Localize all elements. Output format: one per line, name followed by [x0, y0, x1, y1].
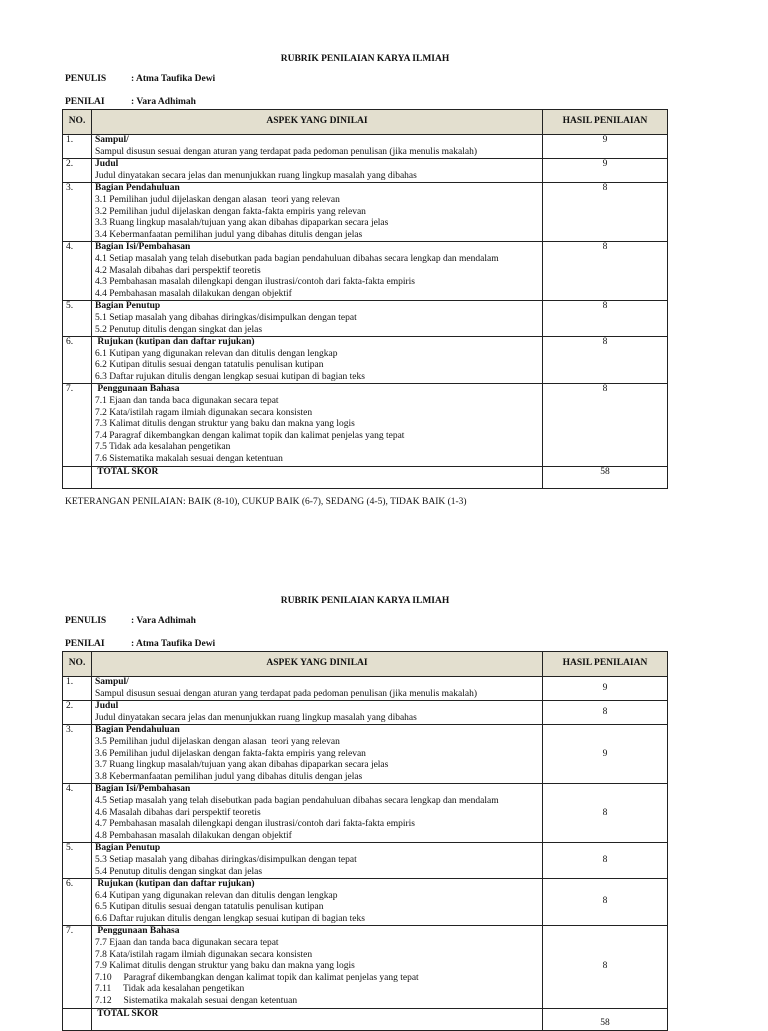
aspect-title: Sampul/	[95, 135, 129, 145]
aspect-item: 7.12 Sistematika makalah sesuai dengan ketentuan	[95, 996, 298, 1007]
aspect-item: 7.7 Ejaan dan tanda baca digunakan secara tepat	[95, 938, 279, 949]
aspect-cell	[92, 135, 543, 159]
aspect-cell	[92, 337, 543, 384]
score-cell: 8	[543, 926, 668, 1008]
penilai-value: : Atma Taufika Dewi	[131, 639, 216, 649]
aspect-cell	[92, 843, 543, 879]
row-number: 4.	[63, 242, 92, 301]
aspect-item: 4.4 Pembahasan masalah dilakukan dengan objektif	[95, 288, 292, 299]
penulis-label: PENULIS	[65, 74, 107, 84]
rubric-1	[62, 54, 668, 514]
penulis-label: PENULIS	[65, 616, 107, 626]
rubric-2	[62, 596, 668, 1029]
row-number: 2.	[63, 701, 92, 725]
aspect-title: Bagian Penutup	[95, 301, 161, 312]
total-score: 58	[543, 466, 668, 488]
aspect-cell	[92, 926, 543, 1008]
penilai-label: PENILAI	[65, 639, 105, 649]
row-number: 6.	[63, 879, 92, 926]
aspect-item: 4.2 Masalah dibahas dari perspektif teoretis	[95, 265, 261, 276]
aspect-cell	[92, 159, 543, 183]
penulis-line	[65, 616, 196, 628]
penilai-label: PENILAI	[65, 97, 105, 107]
score-cell: 8	[543, 843, 668, 879]
aspect-item: Sampul disusun sesuai dengan aturan yang terdapat pada pedoman penulisan (jika menulis makalah)	[95, 688, 478, 699]
aspect-cell	[92, 784, 543, 843]
header-aspek: ASPEK YANG DINILAI	[92, 652, 543, 677]
penilai-line	[65, 639, 215, 651]
aspect-item: 7.1 Ejaan dan tanda baca digunakan secara tepat	[95, 396, 279, 407]
aspect-title: Judul	[95, 701, 119, 712]
header-hasil: HASIL PENILAIAN	[543, 652, 668, 677]
score-cell: 8	[543, 879, 668, 926]
aspect-item: 7.5 Tidak ada kesalahan pengetikan	[95, 442, 231, 453]
table-row	[63, 879, 668, 926]
table-row	[63, 337, 668, 384]
aspect-cell	[92, 879, 543, 926]
table-row	[63, 784, 668, 843]
aspect-item: 6.6 Daftar rujukan ditulis dengan lengkap sesuai kutipan di bagian teks	[95, 913, 365, 924]
aspect-item: 7.6 Sistematika makalah sesuai dengan ketentuan	[95, 454, 283, 465]
aspect-title: Bagian Penutup	[95, 843, 161, 854]
penilai-value: : Vara Adhimah	[131, 97, 196, 107]
aspect-item: Judul dinyatakan secara jelas dan menunjukkan ruang lingkup masalah yang dibahas	[95, 712, 417, 723]
aspect-item: 4.3 Pembahasan masalah dilengkapi dengan ilustrasi/contoh dari fakta-fakta empiris	[95, 277, 415, 288]
score-cell: 8	[543, 337, 668, 384]
aspect-cell	[92, 301, 543, 337]
aspect-item: Judul dinyatakan secara jelas dan menunjukkan ruang lingkup masalah yang dibahas	[95, 170, 417, 181]
row-number: 5.	[63, 843, 92, 879]
score-cell: 8	[543, 784, 668, 843]
aspect-title: Bagian Pendahuluan	[95, 183, 180, 194]
score-cell: 8	[543, 384, 668, 466]
table-row	[63, 677, 668, 701]
aspect-item: 3.3 Ruang lingkup masalah/tujuan yang akan dibahas dipaparkan secara jelas	[95, 218, 389, 229]
aspect-cell	[92, 384, 543, 466]
table-header-row	[63, 652, 668, 677]
aspect-title: Penggunaan Bahasa	[95, 384, 180, 395]
aspect-item: 7.8 Kata/istilah ragam ilmiah digunakan secara konsisten	[95, 949, 313, 960]
aspect-item: 3.4 Kebermanfaatan pemilihan judul yang dibahas ditulis dengan jelas	[95, 229, 363, 240]
header-no: NO.	[63, 110, 92, 135]
score-cell: 9	[543, 725, 668, 784]
header-aspek: ASPEK YANG DINILAI	[92, 110, 543, 135]
aspect-item: 3.2 Pemilihan judul dijelaskan dengan fakta-fakta empiris yang relevan	[95, 206, 366, 217]
row-number: 1.	[63, 677, 92, 701]
aspect-item: 5.4 Penutup ditulis dengan singkat dan jelas	[95, 866, 263, 877]
aspect-title: Rujukan (kutipan dan daftar rujukan)	[95, 337, 255, 348]
table-row	[63, 135, 668, 159]
aspect-cell	[92, 701, 543, 725]
aspect-item: 4.5 Setiap masalah yang telah disebutkan pada bagian pendahuluan dibahas secara lengkap dan mendalam	[95, 795, 499, 806]
score-cell: 9	[543, 159, 668, 183]
rubric-table	[62, 651, 668, 1031]
table-body	[63, 677, 668, 1031]
row-number: 7.	[63, 926, 92, 1008]
aspect-item: 6.4 Kutipan yang digunakan relevan dan ditulis dengan lengkap	[95, 890, 338, 901]
rubric-title: RUBRIK PENILAIAN KARYA ILMIAH	[280, 596, 450, 606]
table-body	[63, 135, 668, 489]
row-number: 2.	[63, 159, 92, 183]
table-row	[63, 843, 668, 879]
aspect-item: 5.1 Setiap masalah yang dibahas diringkas/disimpulkan dengan tepat	[95, 312, 357, 323]
aspect-item: 3.6 Pemilihan judul dijelaskan dengan fakta-fakta empiris yang relevan	[95, 748, 366, 759]
table-row	[63, 159, 668, 183]
row-number: 3.	[63, 183, 92, 242]
aspect-cell	[92, 183, 543, 242]
aspect-item: 6.1 Kutipan yang digunakan relevan dan ditulis dengan lengkap	[95, 348, 338, 359]
total-no-cell	[63, 1008, 92, 1030]
aspect-cell	[92, 242, 543, 301]
aspect-cell	[92, 677, 543, 701]
aspect-cell	[92, 725, 543, 784]
aspect-item: 7.2 Kata/istilah ragam ilmiah digunakan secara konsisten	[95, 407, 313, 418]
aspect-item: 7.4 Paragraf dikembangkan dengan kalimat topik dan kalimat penjelas yang tepat	[95, 430, 405, 441]
aspect-item: 5.3 Setiap masalah yang dibahas diringkas/disimpulkan dengan tepat	[95, 854, 357, 865]
aspect-item: 3.1 Pemilihan judul dijelaskan dengan alasan teori yang relevan	[95, 194, 340, 205]
total-no-cell	[63, 466, 92, 488]
aspect-item: 6.5 Kutipan ditulis sesuai dengan tatatulis penulisan kutipan	[95, 902, 324, 913]
total-row	[63, 1008, 668, 1030]
aspect-item: 3.8 Kebermanfaatan pemilihan judul yang dibahas ditulis dengan jelas	[95, 771, 363, 782]
aspect-item: Sampul disusun sesuai dengan aturan yang terdapat pada pedoman penulisan (jika menulis makalah)	[95, 146, 478, 157]
aspect-title: Rujukan (kutipan dan daftar rujukan)	[95, 879, 255, 890]
score-cell: 8	[543, 242, 668, 301]
aspect-title: Sampul/	[95, 677, 129, 687]
penulis-value: : Vara Adhimah	[131, 616, 196, 626]
score-cell: 9	[543, 677, 668, 701]
aspect-item: 4.6 Masalah dibahas dari perspektif teoretis	[95, 807, 261, 818]
rubric-title: RUBRIK PENILAIAN KARYA ILMIAH	[280, 54, 450, 64]
row-number: 6.	[63, 337, 92, 384]
score-cell: 9	[543, 135, 668, 159]
row-number: 1.	[63, 135, 92, 159]
aspect-item: 3.7 Ruang lingkup masalah/tujuan yang akan dibahas dipaparkan secara jelas	[95, 760, 389, 771]
aspect-item: 7.11 Tidak ada kesalahan pengetikan	[95, 984, 245, 995]
row-number: 4.	[63, 784, 92, 843]
penilai-line	[65, 97, 196, 109]
aspect-item: 4.8 Pembahasan masalah dilakukan dengan objektif	[95, 830, 292, 841]
score-cell: 8	[543, 701, 668, 725]
aspect-title: Bagian Isi/Pembahasan	[95, 784, 191, 795]
total-score: 58	[543, 1008, 668, 1030]
header-no: NO.	[63, 652, 92, 677]
aspect-item: 4.7 Pembahasan masalah dilengkapi dengan ilustrasi/contoh dari fakta-fakta empiris	[95, 819, 415, 830]
score-cell: 8	[543, 183, 668, 242]
total-label: TOTAL SKOR	[92, 466, 543, 488]
row-number: 5.	[63, 301, 92, 337]
row-number: 3.	[63, 725, 92, 784]
total-row	[63, 466, 668, 488]
table-row	[63, 926, 668, 1008]
penulis-line	[65, 74, 215, 86]
table-row	[63, 183, 668, 242]
aspect-item: 5.2 Penutup ditulis dengan singkat dan jelas	[95, 324, 263, 335]
aspect-title: Bagian Isi/Pembahasan	[95, 242, 191, 253]
assessment-note: KETERANGAN PENILAIAN: BAIK (8-10), CUKUP BAIK (6-7), SEDANG (4-5), TIDAK BAIK (1-3)	[65, 497, 467, 507]
score-cell: 8	[543, 301, 668, 337]
total-label: TOTAL SKOR	[92, 1008, 543, 1030]
table-row	[63, 384, 668, 466]
aspect-item: 7.9 Kalimat ditulis dengan struktur yang baku dan makna yang logis	[95, 961, 355, 972]
table-row	[63, 301, 668, 337]
aspect-title: Bagian Pendahuluan	[95, 725, 180, 736]
penulis-value: : Atma Taufika Dewi	[131, 74, 216, 84]
rubric-table	[62, 109, 668, 489]
aspect-item: 4.1 Setiap masalah yang telah disebutkan pada bagian pendahuluan dibahas secara lengkap dan mendalam	[95, 253, 499, 264]
header-hasil: HASIL PENILAIAN	[543, 110, 668, 135]
aspect-item: 7.10 Paragraf dikembangkan dengan kalimat topik dan kalimat penjelas yang tepat	[95, 972, 419, 983]
table-row	[63, 725, 668, 784]
aspect-item: 7.3 Kalimat ditulis dengan struktur yang baku dan makna yang logis	[95, 419, 355, 430]
aspect-title: Judul	[95, 159, 119, 170]
table-row	[63, 701, 668, 725]
aspect-title: Penggunaan Bahasa	[95, 926, 180, 937]
row-number: 7.	[63, 384, 92, 466]
table-header-row	[63, 110, 668, 135]
aspect-item: 3.5 Pemilihan judul dijelaskan dengan alasan teori yang relevan	[95, 736, 340, 747]
table-row	[63, 242, 668, 301]
aspect-item: 6.2 Kutipan ditulis sesuai dengan tatatulis penulisan kutipan	[95, 360, 324, 371]
aspect-item: 6.3 Daftar rujukan ditulis dengan lengkap sesuai kutipan di bagian teks	[95, 371, 365, 382]
